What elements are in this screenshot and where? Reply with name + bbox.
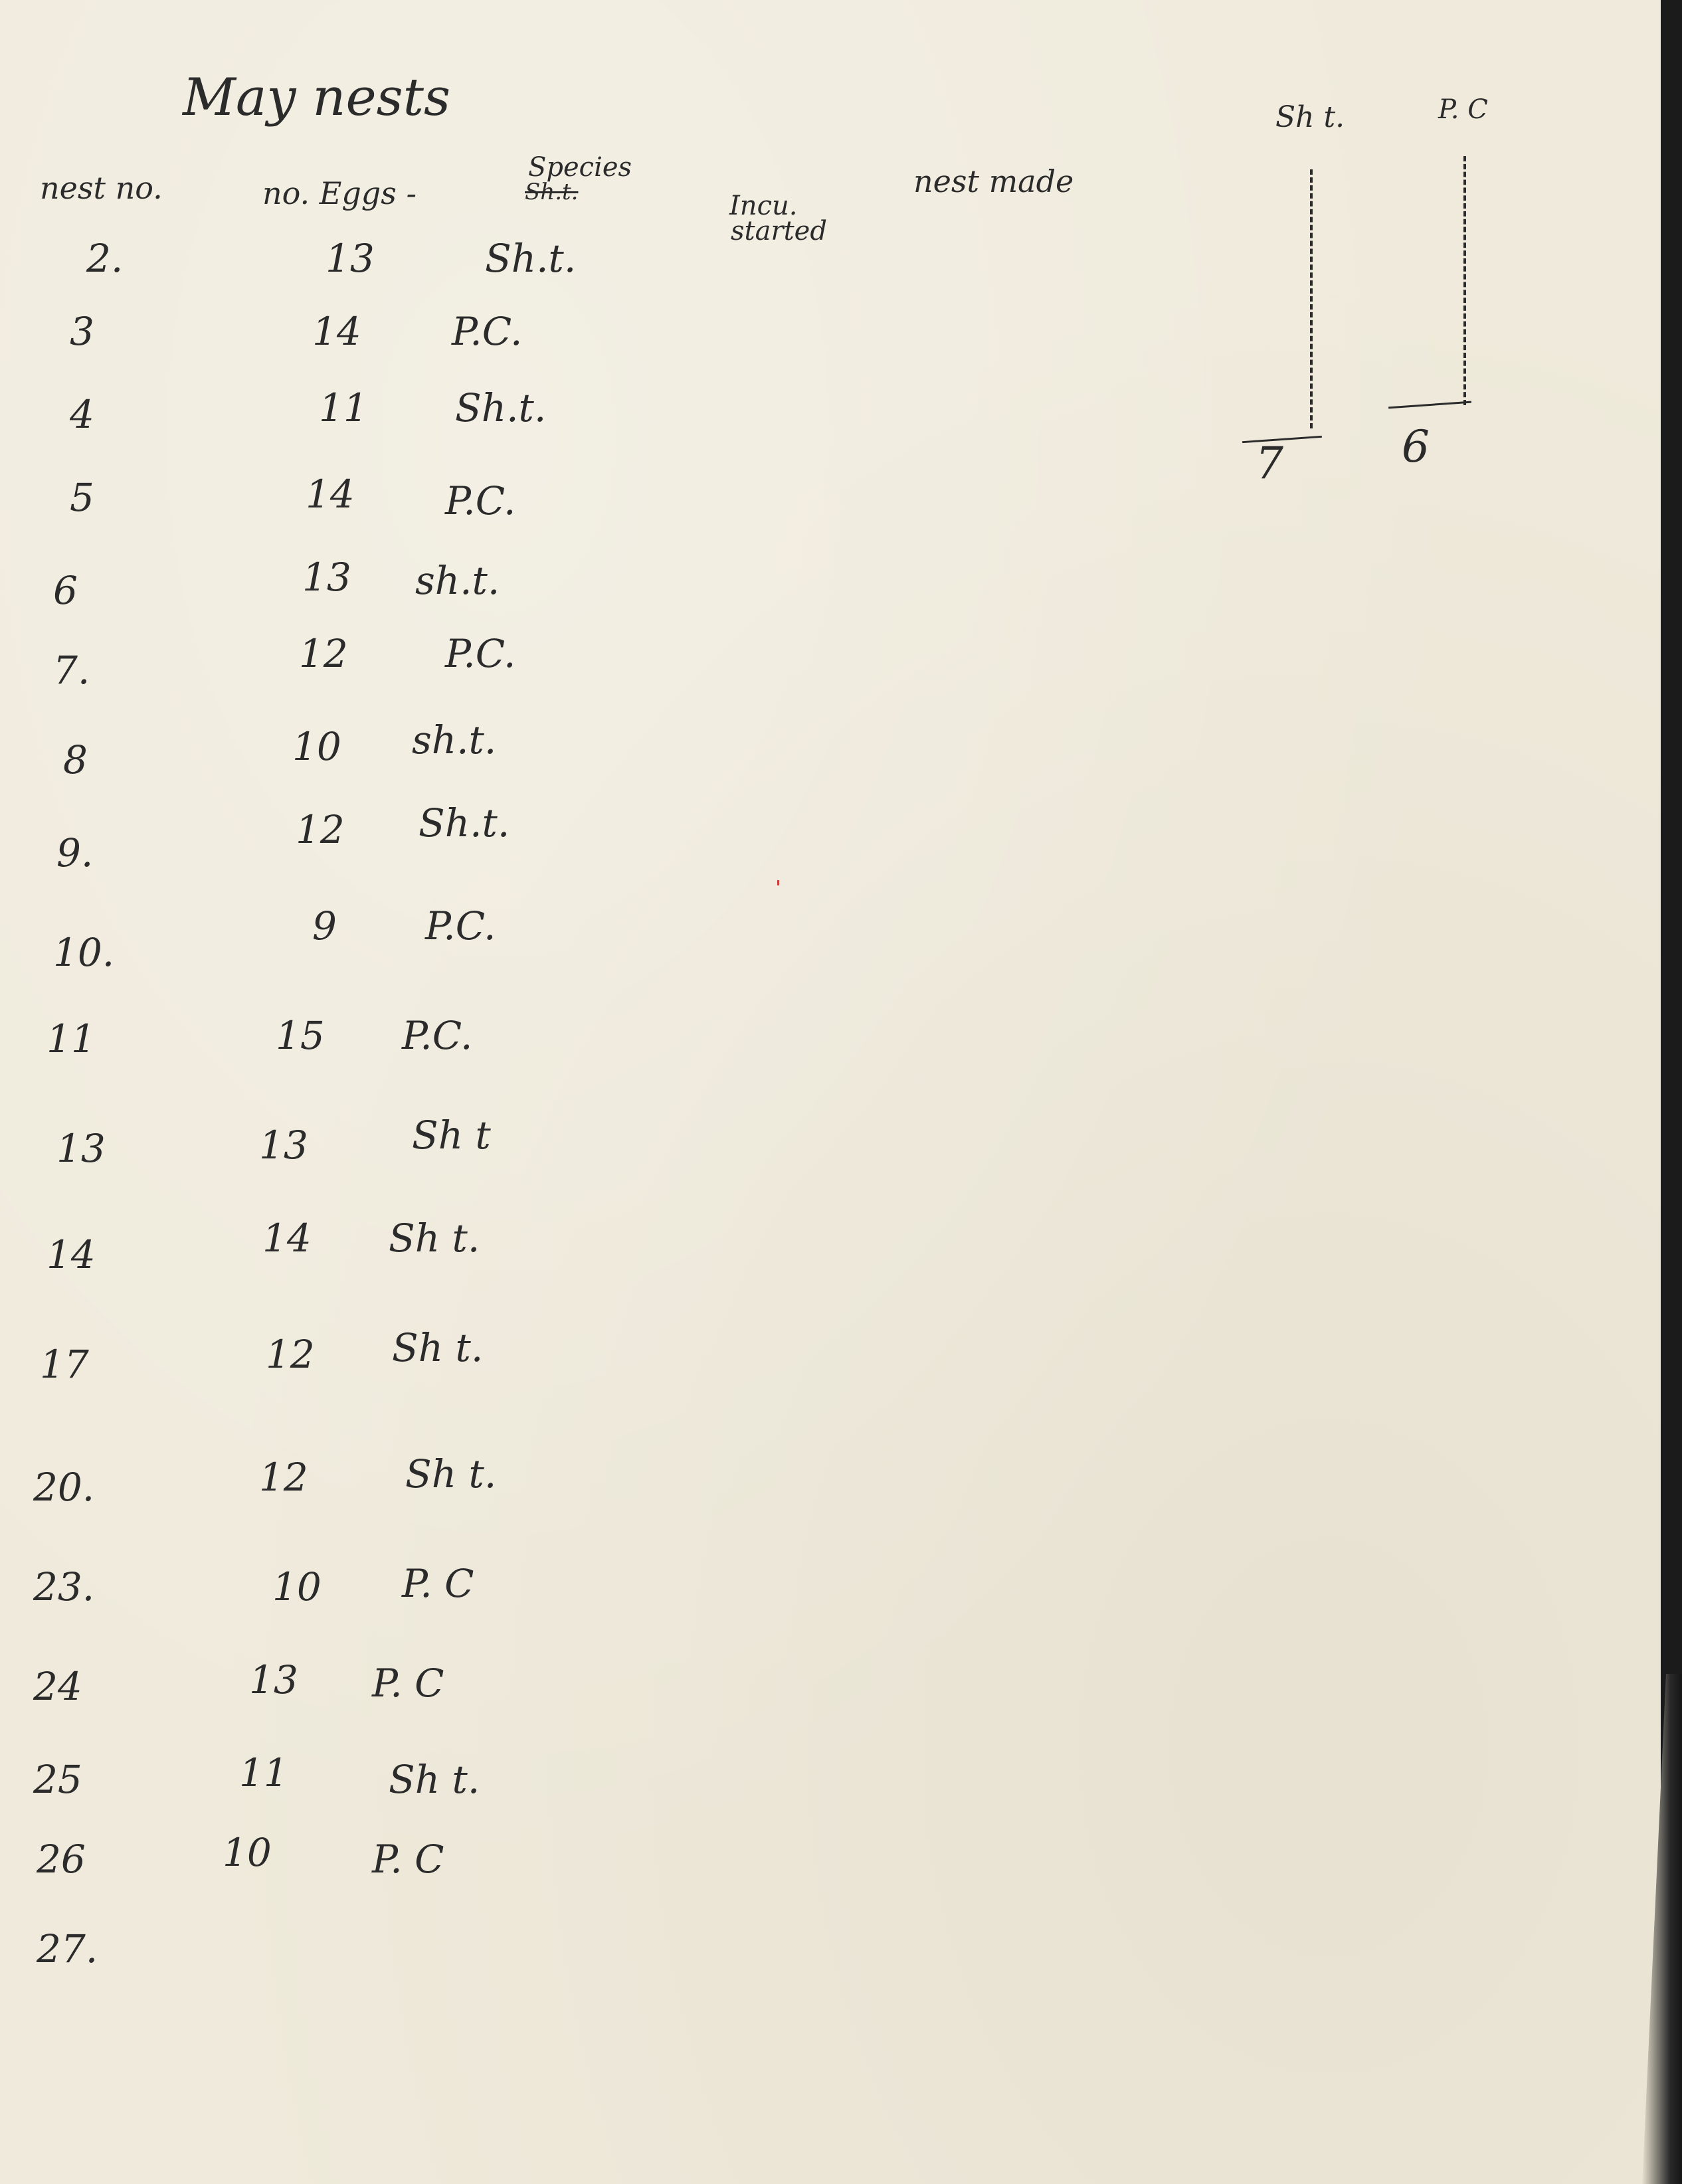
row-12-species: Sh t. [389,1216,480,1261]
row-1-species: Sh.t. [485,236,577,281]
row-15-nest: 23. [33,1564,95,1609]
header-species-crossed-out: Sh.t. [525,179,579,205]
row-3-eggs: 11 [319,385,368,430]
header-nest-no: nest no. [40,170,163,206]
header-incubation: Incu. [729,191,798,221]
row-7-species: sh.t. [412,717,497,763]
red-ink-dot [777,880,779,885]
row-9-species: P.C. [425,903,496,949]
row-10-eggs: 15 [276,1013,325,1058]
row-3-nest: 4 [70,392,94,437]
row-16-eggs: 13 [249,1657,298,1702]
row-1-nest: 2. [86,236,124,281]
row-15-species: P. C [402,1561,474,1606]
row-14-species: Sh t. [405,1451,497,1497]
tally-marks-pc [1463,156,1466,405]
tally-label-sht: Sh t. [1275,100,1345,134]
row-18-species: P. C [372,1837,444,1882]
header-nest-made: nest made [913,163,1074,199]
row-12-nest: 14 [47,1232,96,1277]
row-2-eggs: 14 [312,309,361,354]
row-18-nest: 26 [37,1837,86,1882]
row-11-nest: 13 [56,1126,106,1171]
tally-marks-sht [1310,169,1313,428]
page-title: May nests [183,68,451,128]
row-19-nest: 27. [37,1926,98,1971]
row-4-eggs: 14 [306,472,355,517]
row-15-eggs: 10 [272,1564,322,1609]
header-species: Species [528,152,632,183]
tally-underline-pc [1388,401,1471,409]
row-9-nest: 10. [53,930,115,975]
row-6-eggs: 12 [299,631,348,676]
row-8-nest: 9. [56,830,94,875]
row-14-eggs: 12 [259,1455,308,1500]
row-10-nest: 11 [47,1016,96,1061]
row-16-species: P. C [372,1661,444,1706]
row-10-species: P.C. [402,1013,473,1058]
tally-total-sht: 7 [1256,438,1283,489]
row-13-eggs: 12 [266,1332,315,1377]
row-2-nest: 3 [70,309,94,354]
row-11-eggs: 13 [259,1123,308,1168]
header-eggs: no. Eggs - [262,175,417,211]
row-3-species: Sh.t. [455,385,547,430]
row-4-nest: 5 [70,475,94,520]
row-6-nest: 7. [53,648,90,693]
row-17-nest: 25 [33,1757,82,1802]
row-11-species: Sh t [412,1113,491,1158]
row-8-species: Sh.t. [419,800,510,846]
row-13-species: Sh t. [392,1325,484,1370]
row-13-nest: 17 [40,1342,89,1387]
row-14-nest: 20. [33,1465,95,1510]
header-incubation-started: started [731,216,827,246]
row-5-eggs: 13 [302,555,351,600]
row-2-species: P.C. [452,309,523,354]
row-5-species: sh.t. [415,558,500,603]
tally-label-pc: P. C [1438,94,1488,125]
tally-total-pc: 6 [1402,421,1430,472]
row-16-nest: 24 [33,1664,82,1709]
row-18-eggs: 10 [223,1830,272,1875]
row-6-species: P.C. [445,631,516,676]
row-8-eggs: 12 [296,807,345,852]
row-5-nest: 6 [53,568,78,613]
row-17-species: Sh t. [389,1757,480,1802]
row-4-species: P.C. [445,478,516,523]
row-9-eggs: 9 [312,903,337,949]
row-17-eggs: 11 [239,1750,288,1795]
row-12-eggs: 14 [262,1216,312,1261]
row-7-nest: 8 [63,737,88,782]
row-7-eggs: 10 [292,724,341,769]
row-1-eggs: 13 [326,236,375,281]
